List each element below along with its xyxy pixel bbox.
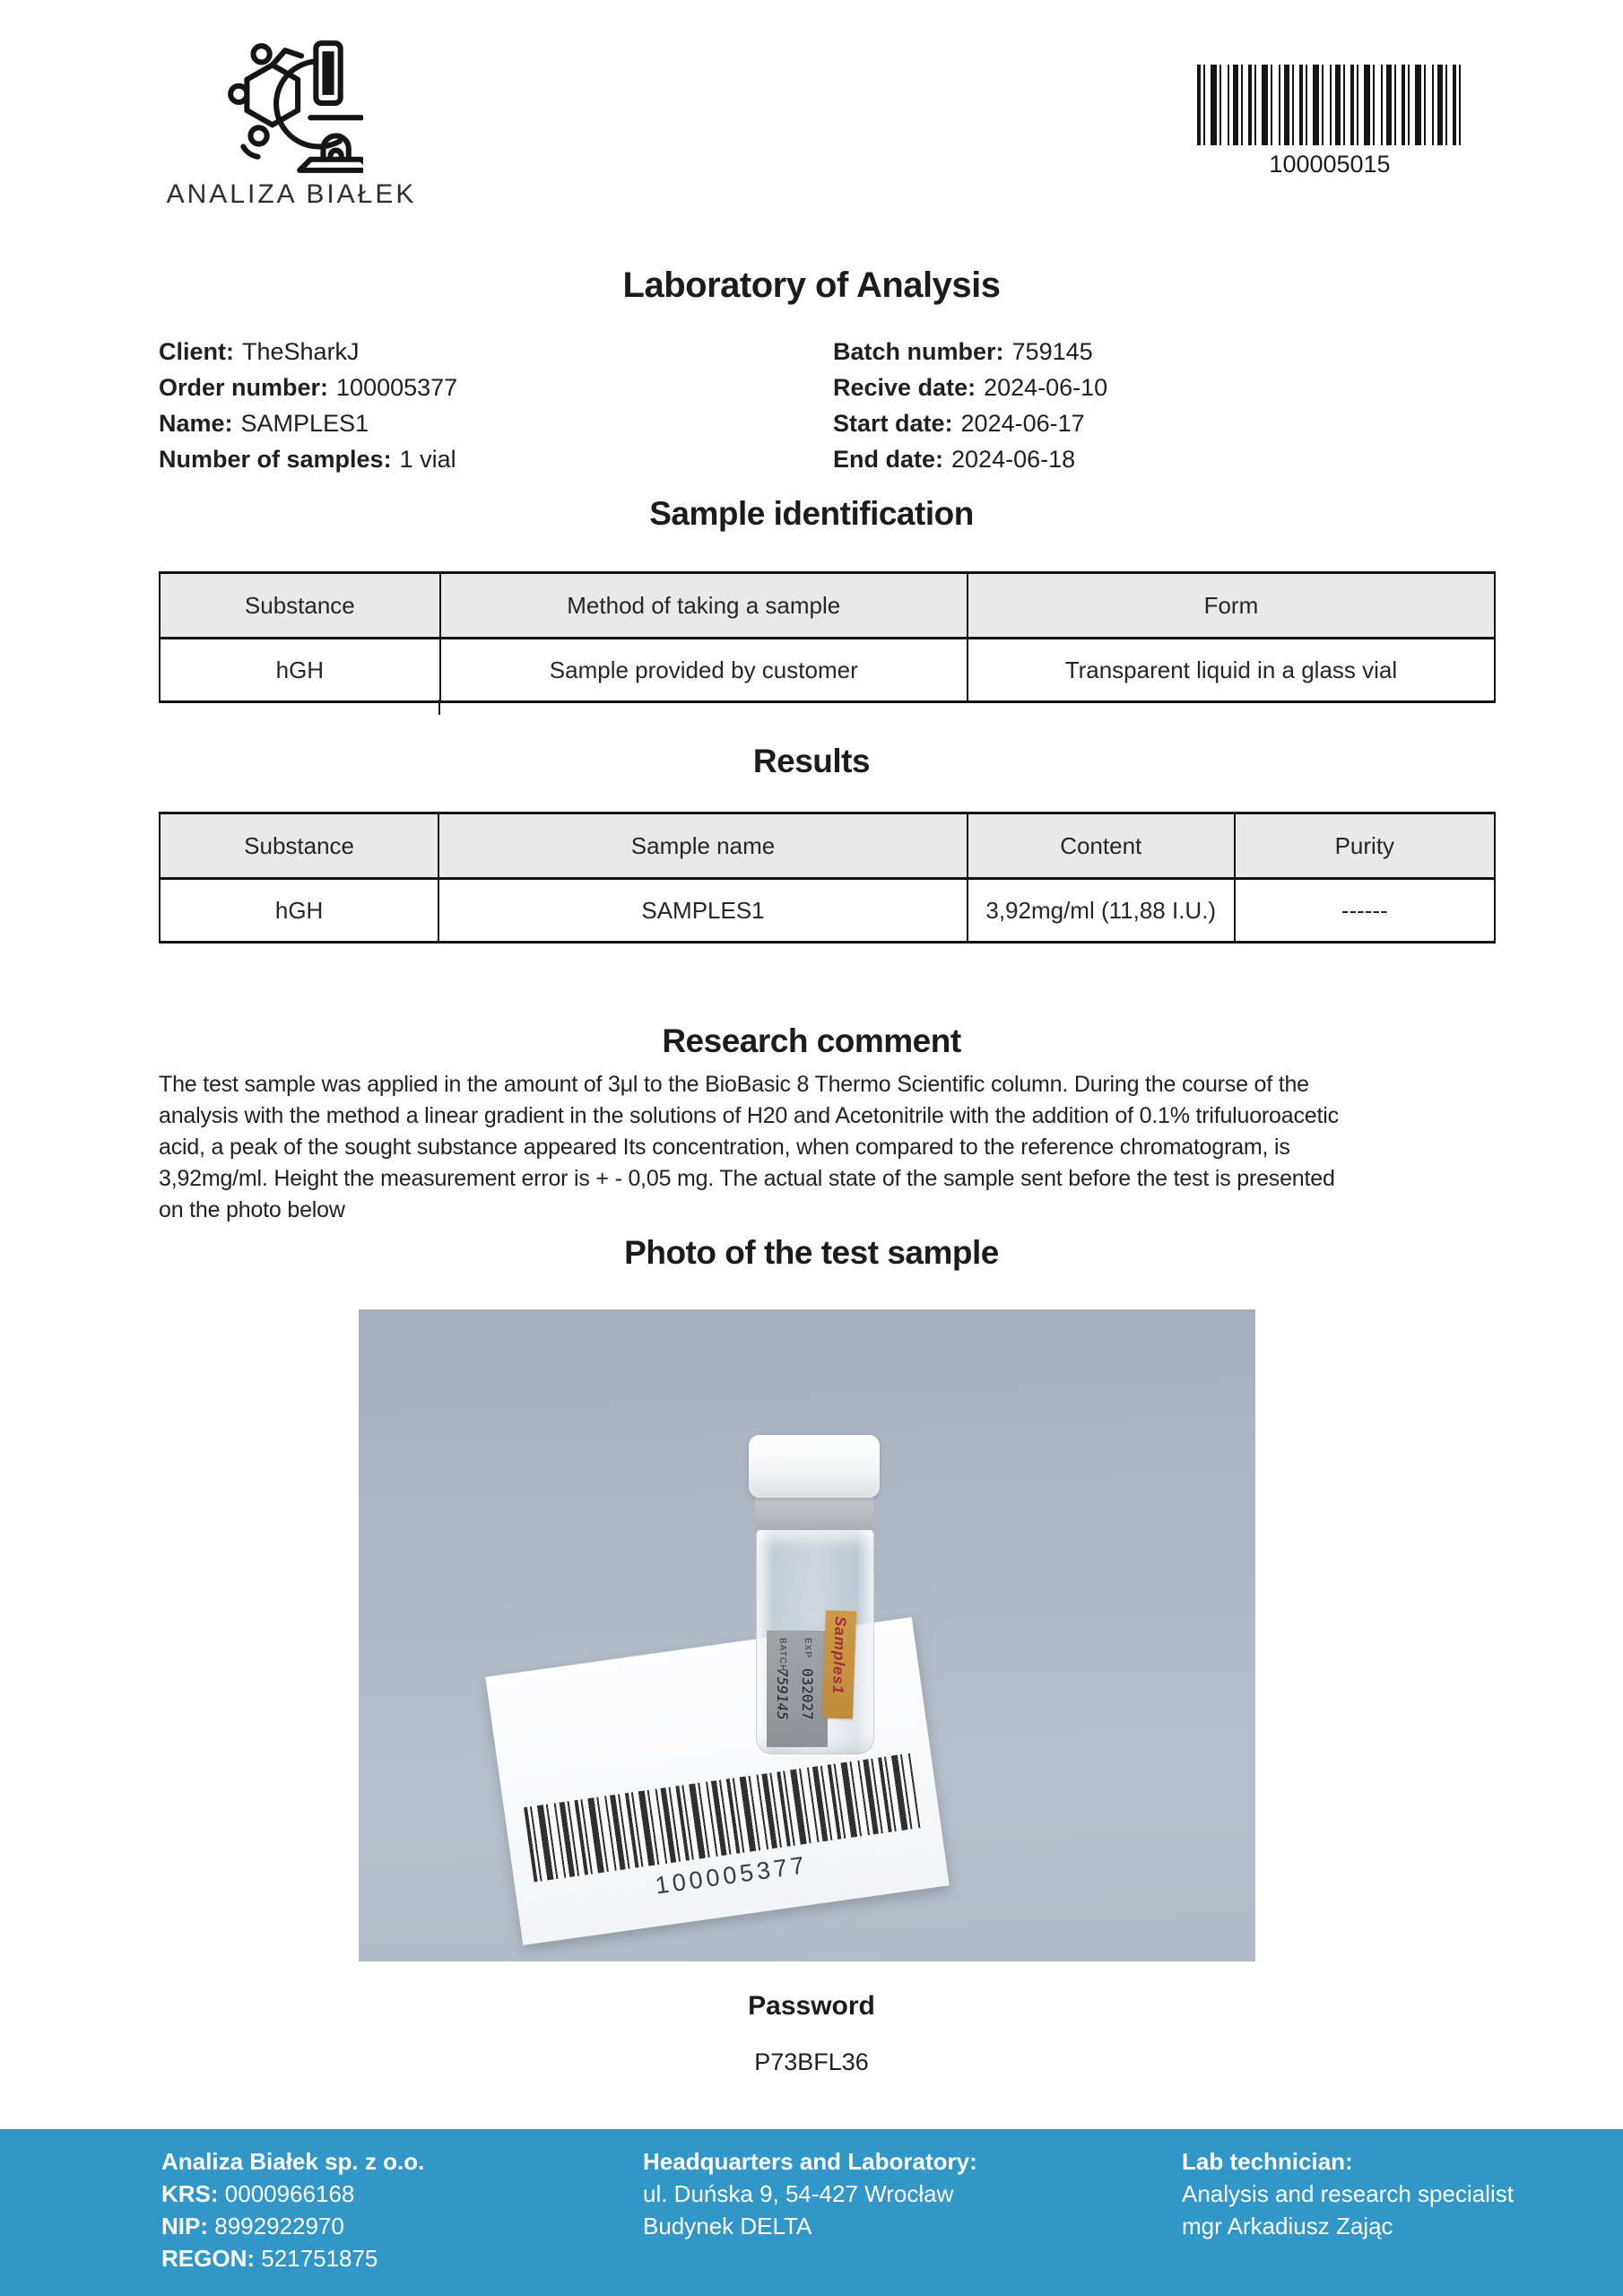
footer-hq-address: ul. Duńska 9, 54-427 Wrocław [643, 2180, 954, 2207]
order-info-right [833, 334, 1107, 477]
password-heading: Password [748, 1991, 875, 2021]
comment-line: 3,92mg/ml. Height the measurement error is + - 0,05 mg. The actual state of the sample sent before the test is presented [159, 1166, 1335, 1191]
info-line-samples: Number of samples: 1 vial [159, 446, 456, 473]
order-info-left [159, 334, 457, 477]
footer-technician-role: Analysis and research specialist [1182, 2180, 1514, 2207]
order-barcode-number: 100005015 [1269, 151, 1391, 178]
photo-heading: Photo of the test sample [624, 1234, 999, 1271]
sample-vial [749, 1435, 880, 1754]
vial-label [767, 1631, 828, 1747]
column-header: Content [968, 813, 1235, 879]
photo-label-card [485, 1617, 949, 1945]
page-title: Laboratory of Analysis [622, 265, 1001, 305]
password-value: P73BFL36 [754, 2048, 869, 2075]
comment-line: The test sample was applied in the amount of 3μl to the BioBasic 8 Thermo Scientific column. During the course of the [159, 1072, 1309, 1097]
table-row [160, 879, 1495, 943]
footer-technician-title: Lab technician: [1182, 2148, 1353, 2175]
comment-line: acid, a peak of the sought substance appeared Its concentration, when compared to the reference chromatogram, is [159, 1135, 1290, 1160]
info-line-client: Client: TheSharkJ [159, 338, 360, 365]
research-comment-heading: Research comment [662, 1022, 961, 1059]
cell-sample-name: SAMPLES1 [438, 879, 968, 943]
company-logo-text: ANALIZA BIAŁEK [166, 179, 417, 209]
cell-substance: hGH [160, 639, 440, 702]
order-barcode [1197, 65, 1462, 145]
column-header: Method of taking a sample [440, 573, 968, 639]
footer-hq-title: Headquarters and Laboratory: [643, 2148, 977, 2175]
vial-exp-label: EXP [803, 1638, 812, 1659]
comment-line: analysis with the method a linear gradient in the solutions of H20 and Acetonitrile with the addition of 0.1% trifuluoroacetic [159, 1103, 1339, 1128]
column-header: Form [968, 573, 1495, 639]
table-header-row [160, 573, 1495, 639]
footer-krs: KRS: 0000966168 [161, 2180, 355, 2207]
vial-stopper [755, 1494, 873, 1530]
footer-hq-info [643, 2145, 977, 2242]
footer-company-name: Analiza Białek sp. z o.o. [161, 2148, 425, 2175]
table-row [160, 639, 1495, 702]
footer-hq-building: Budynek DELTA [643, 2213, 812, 2239]
info-line-end-date: End date: 2024-06-18 [833, 446, 1076, 473]
cell-method: Sample provided by customer [440, 639, 968, 702]
vial-handwritten-name: Samples1 [829, 1615, 849, 1695]
cell-form: Transparent liquid in a glass vial [968, 639, 1495, 702]
cell-content: 3,92mg/ml (11,88 I.U.) [968, 879, 1235, 943]
column-header: Purity [1235, 813, 1495, 879]
sample-identification-table [159, 571, 1496, 703]
info-line-order-number: Order number: 100005377 [159, 374, 458, 401]
vial-handwritten-label [822, 1610, 856, 1718]
vial-batch-value: 759145 [774, 1668, 791, 1720]
info-line-name: Name: SAMPLES1 [159, 410, 369, 437]
table-header-row [160, 813, 1495, 879]
research-comment-text [159, 1069, 1504, 1226]
table-divider-tick [438, 700, 440, 715]
sample-barcode-number: 100005377 [653, 1851, 810, 1900]
footer-regon: REGON: 521751875 [161, 2245, 378, 2272]
vial-exp-value: 032027 [799, 1668, 816, 1720]
footer-technician-name: mgr Arkadiusz Zając [1182, 2213, 1393, 2239]
vial-batch-label: BATCH [777, 1638, 787, 1673]
company-logo-icon [218, 38, 363, 174]
vial-cap [749, 1435, 880, 1498]
column-header: Substance [160, 813, 438, 879]
sample-photo [359, 1309, 1255, 1961]
cell-purity: ------ [1235, 879, 1495, 943]
comment-line: on the photo below [159, 1197, 345, 1222]
info-line-receive-date: Recive date: 2024-06-10 [833, 374, 1108, 401]
sample-identification-heading: Sample identification [649, 495, 974, 532]
info-line-batch: Batch number: 759145 [833, 338, 1093, 365]
footer-technician-info [1182, 2145, 1514, 2242]
column-header: Sample name [438, 813, 968, 879]
footer [0, 2129, 1623, 2296]
footer-nip: NIP: 8992922970 [161, 2213, 344, 2239]
info-line-start-date: Start date: 2024-06-17 [833, 410, 1085, 437]
cell-substance: hGH [160, 879, 438, 943]
results-table [159, 812, 1496, 944]
footer-company-info [161, 2145, 424, 2274]
results-heading: Results [752, 743, 871, 779]
column-header: Substance [160, 573, 440, 639]
